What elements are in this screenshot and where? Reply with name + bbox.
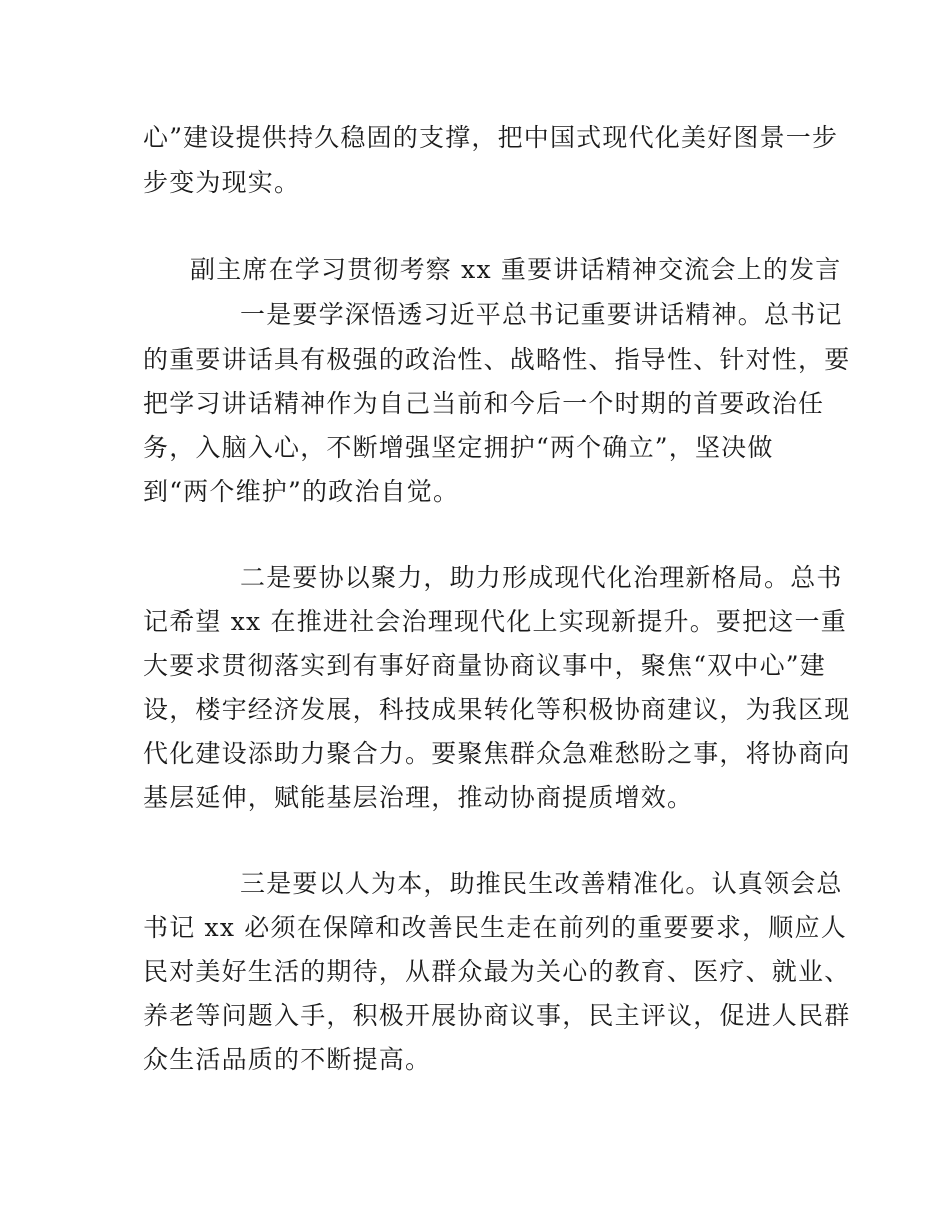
text-line: 务，入脑入心，不断增强坚定拥护“两个确立”，坚决做	[143, 433, 774, 462]
text-line: 心”建设提供持久稳固的支撑，把中国式现代化美好图景一步	[143, 123, 839, 152]
text-line: 基层延伸，赋能基层治理，推动协商提质增效。	[143, 783, 694, 812]
text-line: 大要求贯彻落实到有事好商量协商议事中，聚焦“双中心”建	[143, 651, 826, 680]
section-title: 副主席在学习贯彻考察 xx 重要讲话精神交流会上的发言	[190, 255, 842, 284]
text-line: 书记 xx 必须在保障和改善民生走在前列的重要要求，顺应人	[143, 913, 847, 942]
text-line: 记希望 xx 在推进社会治理现代化上实现新提升。要把这一重	[143, 607, 847, 636]
paragraph-first-line: 二是要协以聚力，助力形成现代化治理新格局。总书	[240, 563, 843, 592]
text-line: 步变为现实。	[143, 168, 301, 197]
text-line: 养老等问题入手，积极开展协商议事，民主评议，促进人民群	[143, 1001, 851, 1030]
text-line: 众生活品质的不断提高。	[143, 1045, 432, 1074]
text-line: 把学习讲话精神作为自己当前和今后一个时期的首要政治任	[143, 389, 825, 418]
text-line: 到“两个维护”的政治自觉。	[143, 477, 460, 506]
paragraph-first-line: 一是要学深悟透习近平总书记重要讲话精神。总书记	[240, 300, 843, 329]
text-line: 设，楼宇经济发展，科技成果转化等积极协商建议，为我区现	[143, 695, 851, 724]
text-line: 民对美好生活的期待，从群众最为关心的教育、医疗、就业、	[143, 957, 851, 986]
text-line: 的重要讲话具有极强的政治性、战略性、指导性、针对性，要	[143, 345, 851, 374]
paragraph-first-line: 三是要以人为本，助推民生改善精准化。认真领会总	[240, 869, 843, 898]
text-line: 代化建设添助力聚合力。要聚焦群众急难愁盼之事，将协商向	[143, 739, 851, 768]
